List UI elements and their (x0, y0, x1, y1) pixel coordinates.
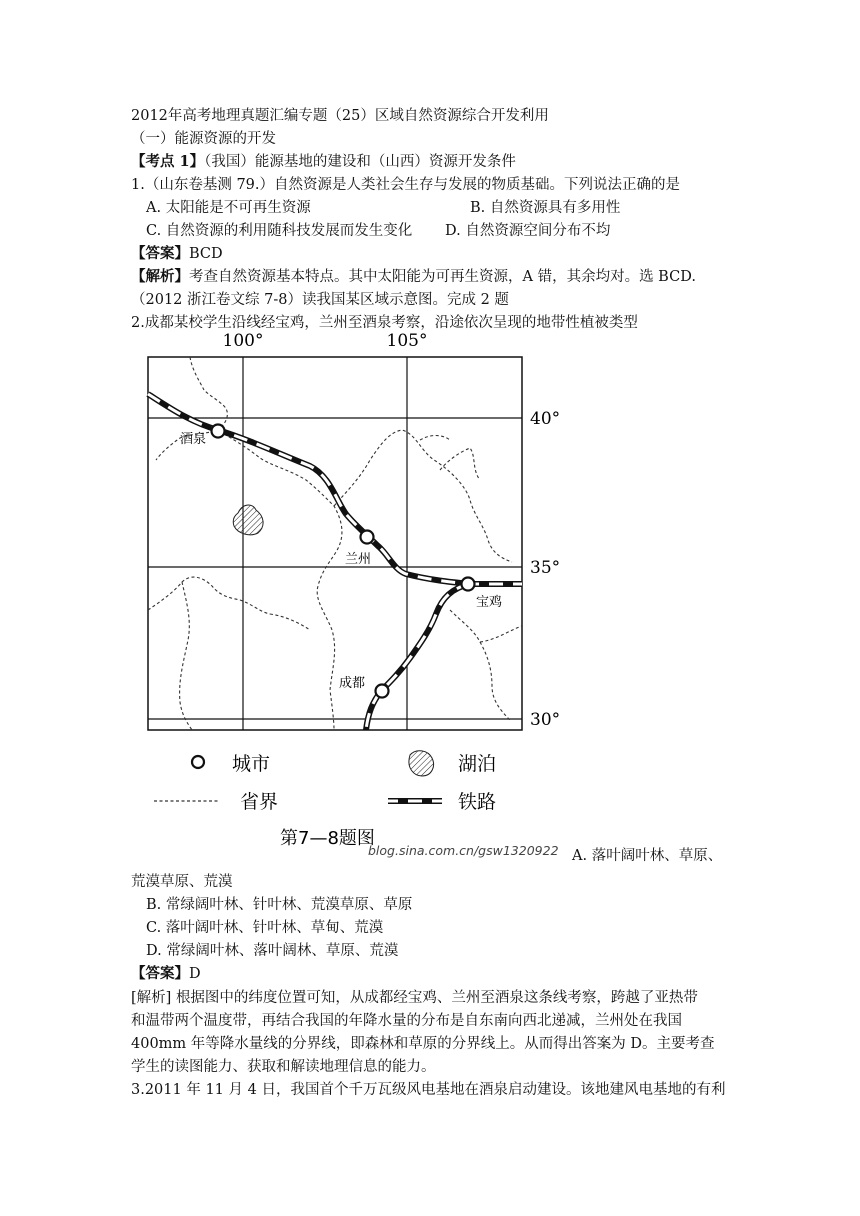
q2-analysis-tag: [解析] (131, 990, 172, 1006)
city-marker-baoji (462, 578, 475, 591)
q2-answer-value: D (189, 966, 201, 982)
legend-railway-label: 铁路 (458, 791, 497, 813)
q1-option-d: D. 自然资源空间分布不均 (445, 223, 611, 239)
legend-city-icon (192, 756, 204, 768)
q2-stem: 2.成都某校学生沿线经宝鸡，兰州至酒泉考察，沿途依次呈现的地带性植被类型 (131, 315, 638, 331)
lat-label-30: 30° (530, 710, 561, 730)
q2-analysis-line-1 (131, 988, 698, 1008)
legend-lake-icon (409, 751, 434, 776)
q1-answer-value: BCD (189, 246, 223, 262)
q1-analysis-text: 考查自然资源基本特点。其中太阳能为可再生资源，A 错，其余均对。选 BCD. (189, 269, 696, 285)
border-east-mid (440, 448, 480, 480)
q1-answer-tag: 【答案】 (131, 245, 189, 262)
border-se (450, 610, 510, 720)
q1-option-a: A. 太阳能是不可再生资源 (146, 200, 311, 216)
q2-analysis-line-4: 学生的读图能力、获取和解读地理信息的能力。 (131, 1059, 436, 1075)
kaodian-tag: 【考点 1】 (131, 153, 205, 170)
border-e-lower (480, 626, 522, 642)
border-s-mid (270, 614, 310, 630)
city-label-jiuquan: 酒泉 (180, 432, 207, 447)
map-frame (148, 357, 522, 730)
lon-label-105: 105° (386, 331, 428, 351)
railway-south-outer (366, 584, 470, 730)
city-label-lanzhou: 兰州 (345, 552, 372, 567)
section-heading: （一）能源资源的开发 (131, 131, 276, 147)
q2-intro: （2012 浙江卷文综 7-8）读我国某区域示意图。完成 2 题 (131, 292, 509, 308)
q1-analysis-tag: 【解析】 (131, 268, 189, 285)
lon-label-100: 100° (222, 331, 264, 351)
map-caption: 第7—8题图 (280, 828, 375, 849)
q2-option-c: C. 落叶阔叶林、针叶林、草甸、荒漠 (146, 920, 384, 936)
kaodian-text: （我国）能源基地的建设和（山西）资源开发条件 (204, 154, 516, 170)
region-map (120, 330, 580, 850)
railway-south-inner (366, 584, 470, 730)
q2-analysis-line-3: 400mm 年等降水量线的分界线，即森林和草原的分界线上。从而得出答案为 D。主要考查 (131, 1036, 715, 1052)
q2-option-d: D. 常绿阔叶林、落叶阔林、草原、荒漠 (146, 943, 399, 959)
kaodian-heading (131, 152, 516, 172)
q2-option-a-part2: 荒漠草原、荒漠 (131, 874, 233, 890)
legend-border-label: 省界 (240, 791, 279, 813)
q1-option-c: C. 自然资源的利用随科技发展而发生变化 (146, 223, 413, 239)
border-sw (180, 582, 192, 730)
lat-label-35: 35° (530, 558, 561, 578)
q1-analysis (131, 267, 696, 287)
q2-analysis-line-2: 和温带两个温度带，再结合我国的年降水量的分布是自东南向西北递减，兰州处在我国 (131, 1013, 682, 1029)
border-east-upper (334, 430, 512, 562)
q2-answer (131, 964, 201, 984)
watermark: blog.sina.com.cn/gsw1320922 (368, 843, 559, 858)
q2-option-a-part1: A. 落叶阔叶林、草原、 (572, 848, 723, 864)
city-label-baoji: 宝鸡 (476, 595, 503, 610)
lake (233, 505, 263, 535)
city-marker-jiuquan (212, 425, 225, 438)
city-marker-lanzhou (361, 531, 374, 544)
q2-analysis-text-1: 根据图中的纬度位置可知，从成都经宝鸡、兰州至酒泉这条线考察，跨越了亚热带 (175, 990, 698, 1006)
city-label-chengdu: 成都 (339, 676, 366, 691)
border-west-lower (148, 577, 270, 614)
q1-stem: 1.（山东卷基测 79.）自然资源是人类社会生存与发展的物质基础。下列说法正确的是 (131, 177, 681, 193)
province-borders (148, 357, 522, 730)
legend-city-label: 城市 (232, 753, 271, 775)
railway-north-outer (148, 394, 522, 584)
q1-option-b: B. 自然资源具有多用性 (470, 200, 621, 216)
q3-stem: 3.2011 年 11 月 4 日，我国首个千万瓦级风电基地在酒泉启动建设。该地建风电基地的有利 (131, 1082, 726, 1098)
doc-title: 2012年高考地理真题汇编专题（25）区域自然资源综合开发利用 (131, 108, 549, 124)
lat-label-40: 40° (530, 409, 561, 429)
q2-answer-tag: 【答案】 (131, 965, 189, 982)
border-mid (420, 436, 450, 441)
q2-option-b: B. 常绿阔叶林、针叶林、荒漠草原、草原 (146, 897, 413, 913)
city-marker-chengdu (376, 685, 389, 698)
legend-lake-label: 湖泊 (458, 753, 497, 775)
q1-answer (131, 244, 223, 264)
